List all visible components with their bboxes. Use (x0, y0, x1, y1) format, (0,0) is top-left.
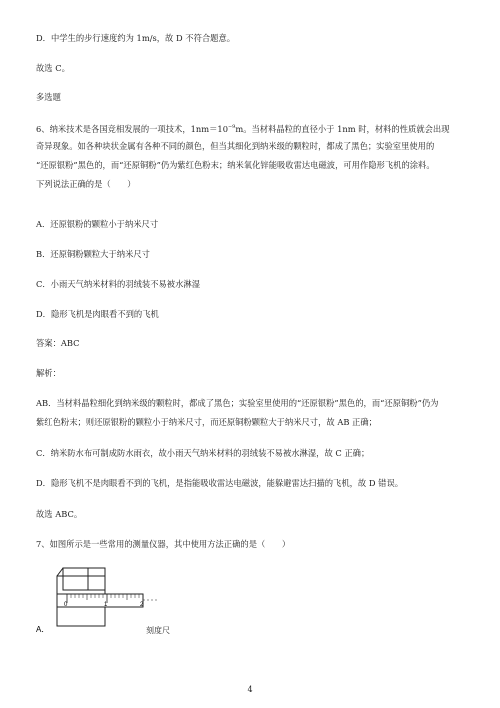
ruler-mark-1: 1 (104, 602, 108, 608)
answer-choice-6: 故选 ABC。 (36, 509, 83, 519)
page-number: 4 (247, 685, 253, 694)
question-6-text-b: m。当材料晶粒的直径小于 1nm 时，材料的性质就会出现 (235, 123, 450, 134)
option-c: C．小雨天气纳米材料的羽绒装不易被水淋湿 (36, 279, 200, 289)
figure-caption: 刻度尺 (146, 626, 170, 635)
ruler-mark-2: 2 (140, 602, 144, 608)
option-b: B．还原铜粉颗粒大于纳米尺寸 (36, 249, 150, 259)
analysis-ab-line-2: 紫红色粉末；则还原银粉的颗粒小于纳米尺寸，而还原铜粉颗粒大于纳米尺寸，故 AB 正确； (36, 417, 377, 427)
answer-line-d: D．中学生的步行速度约为 1m/s，故 D 不符合题意。 (36, 33, 236, 43)
ruler (57, 594, 143, 607)
option-a: A．还原银粉的颗粒小于纳米尺寸 (36, 219, 159, 229)
analysis-label: 解析： (36, 368, 61, 378)
block-top (63, 568, 105, 590)
exponent: −9 (227, 124, 236, 130)
question-6-line-3: “还原银粉”黑色的，而“还原铜粉”仍为紫红色粉末；纳米氧化锌能吸收雷达电磁波，可用作隐形飞机的涂料。 (36, 160, 435, 170)
analysis-d: D．隐形飞机不是肉眼看不到的飞机，是指能吸收雷达电磁波，能躲避雷达扫描的飞机，故 D 错误。 (36, 478, 404, 488)
answer-label: 答案：ABC (36, 338, 80, 348)
ruler-mark-0: 0 (64, 602, 68, 608)
analysis-ab-line-1: AB．当材料晶粒细化到纳米级的颗粒时，都成了黑色；实验室里使用的“还原银粉”黑色的，而“还原铜粉”仍为 (36, 398, 439, 408)
option-d: D．隐形飞机是肉眼看不到的飞机 (36, 309, 159, 319)
question-6-text-a: 6、纳米技术是各国竞相发展的一项技术，1nm＝10 (36, 123, 228, 134)
analysis-c: C．纳米防水布可制成防水雨衣，故小雨天气纳米材料的羽绒装不易被水淋湿，故 C 正确； (36, 448, 370, 458)
section-heading: 多选题 (36, 92, 61, 102)
question-6-line-1 (36, 121, 466, 135)
question-6-line-2: 奇异现象。如各种块状金属有各种不同的颜色，但当其细化到纳米级的颗粒时，都成了黑色；实验室里使用的 (36, 141, 435, 151)
answer-choice: 故选 C。 (36, 63, 70, 73)
question-6-line-4: 下列说法正确的是（ ） (36, 179, 136, 189)
question-7: 7、如图所示是一些常用的测量仪器，其中使用方法正确的是（ ） (36, 539, 291, 549)
option-label: A． (36, 625, 50, 634)
